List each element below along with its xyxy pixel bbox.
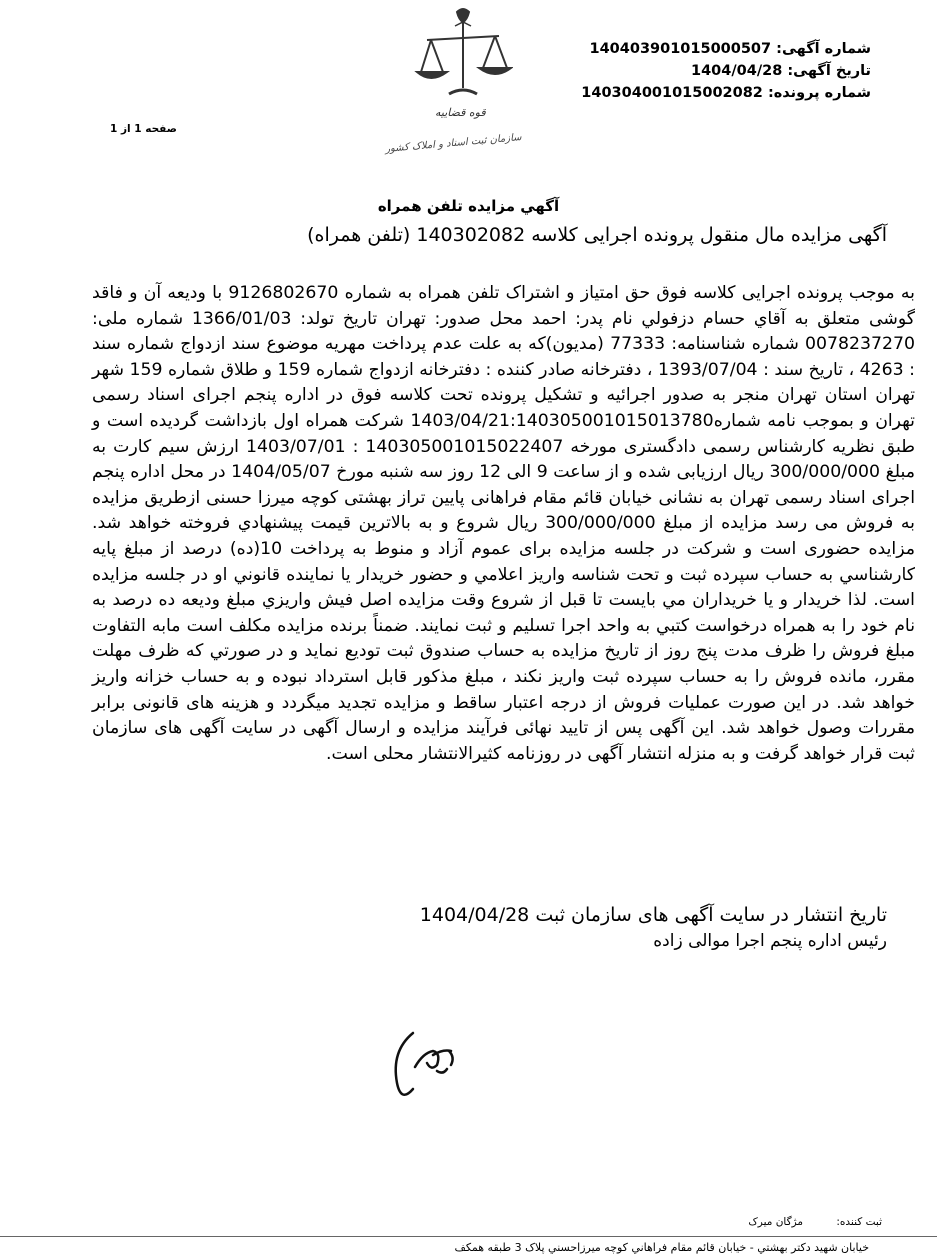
notice-title: آگهي مزايده تلفن همراه	[377, 197, 560, 215]
notice-number: 14040390101500050​7	[589, 41, 772, 57]
office-address: خیابان شهید دکتر بهشتي - خیابان قائم مقام فراهاني کوچه میرزاحسني پلاک 3 طبقه همکف	[454, 1241, 869, 1254]
emblem-caption-org: سازمان ثبت اسناد و املاک کشور	[384, 132, 522, 155]
case-number-label: شماره پرونده:	[767, 85, 871, 101]
registrar-row	[748, 1216, 882, 1228]
signature	[345, 993, 475, 1121]
notice-date: 1404/04/28	[691, 63, 783, 79]
registrar-name: مژگان میرک	[748, 1216, 804, 1228]
judiciary-emblem	[385, 6, 545, 156]
footer-divider	[0, 1236, 937, 1237]
case-number: 140304001015002082	[581, 85, 763, 101]
notice-date-row	[551, 60, 871, 82]
case-number-row	[551, 82, 871, 104]
notice-number-row	[551, 38, 871, 60]
notice-meta	[551, 38, 871, 104]
registrar-label: ثبت کننده:	[836, 1216, 882, 1228]
signer-title: رئیس اداره پنجم اجرا موالی زاده	[653, 931, 887, 951]
notice-number-label: شماره آگهی:	[776, 41, 871, 57]
notice-body: به موجب پرونده اجرایی کلاسه فوق حق امتیاز و اشتراک تلفن همراه به شماره 9126802670 با ودیعه آن و فاقد گوشی متعلق به آقاي حسام دزفولي نام پدر: احمد محل صدور: تهران تاریخ تولد: 1366/01/03 شماره ملی: 0078237270 شماره شناسنامه: 77333 (مدیون)که به علت عدم پرداخت مهریه موضوع سند ازدواج شماره سند : 4263 ، تاریخ سند : 1393/07/04 ، دفترخانه صادر کننده : دفترخانه ازدواج شماره 159 و طلاق شماره 159 شهر تهران استان تهران منجر به صدور اجرائیه و تشکیل پرونده تحت کلاسه فوق در اداره پنجم اجرای اسناد رسمی تهران و بموجب نامه شماره1403/04/21:140305001015013780 شرکت همراه اول بازداشت گردیده است و طبق نظریه کارشناس رسمی دادگستری مورخه 140305001015022407 : 1403/07/01 ارزش سیم کارت به مبلغ 300/000/000 ریال ارزیابی شده و از ساعت 9 الی 12 روز سه شنبه مورخ 1404/05/07 در محل اداره پنجم اجرای اسناد رسمی تهران به نشانی خیابان قائم مقام فراهانی پایین تراز بهشتی کوچه میرزا حسنی ازطریق مزایده به فروش می رسد مزایده از مبلغ 300/000/000 ریال شروع و به بالاترین قیمت پیشنهادي فروخته خواهد شد. مزایده حضوری است و شرکت در جلسه مزایده برای عموم آزاد و منوط به پرداخت 10(ده) درصد از مبلغ پایه کارشناسي به حساب سپرده ثبت و تحت شناسه واریز اعلامي و حضور خریدار یا نماینده قانوني او در جلسه مزایده است. لذا خریدار و یا خریداران مي بایست تا قبل از شروع وقت مزایده اصل فیش واریزي مبلغ ودیعه ده درصد به نام خود را به همراه درخواست کتبي به واحد اجرا تسلیم و ثبت نمایند. ضمناً برنده مزایده مکلف است مابه التفاوت مبلغ فروش را ظرف مدت پنج روز از تاریخ مزایده به حساب صندوق ثبت تودیع نماید و در صورتي که ظرف مهلت مقرر، مانده فروش را به حساب سپرده ثبت واریز نکند ، مبلغ مذکور قابل استرداد نبوده و به حساب خزانه واریز خواهد شد. در این صورت عملیات فروش از درجه اعتبار ساقط و مزایده تجدید میگردد و هزینه های قانونی برابر مقررات وصول خواهد شد. این آگهی پس از تایید نهائی فرآیند مزایده و ارسال آگهی در سایت آگهی های سازمان ثبت قرار خواهد گرفت و به منزله انتشار آگهی در روزنامه کثیرالانتشار محلی است.	[92, 283, 916, 764]
scales-of-justice-icon	[413, 6, 513, 106]
notice-date-label: تاریخ آگهی:	[787, 63, 871, 79]
notice-subtitle: آگهی مزایده مال منقول پرونده اجرایی کلاسه 140302082 (تلفن همراه)	[307, 224, 887, 246]
emblem-caption-judiciary: قوه قضاییه	[435, 106, 486, 119]
publication-date: تاریخ انتشار در سایت آگهی های سازمان ثبت 1404/04/28	[419, 904, 887, 926]
page-count: صفحه 1 از 1	[110, 123, 177, 135]
handwritten-signature-icon	[345, 993, 475, 1121]
